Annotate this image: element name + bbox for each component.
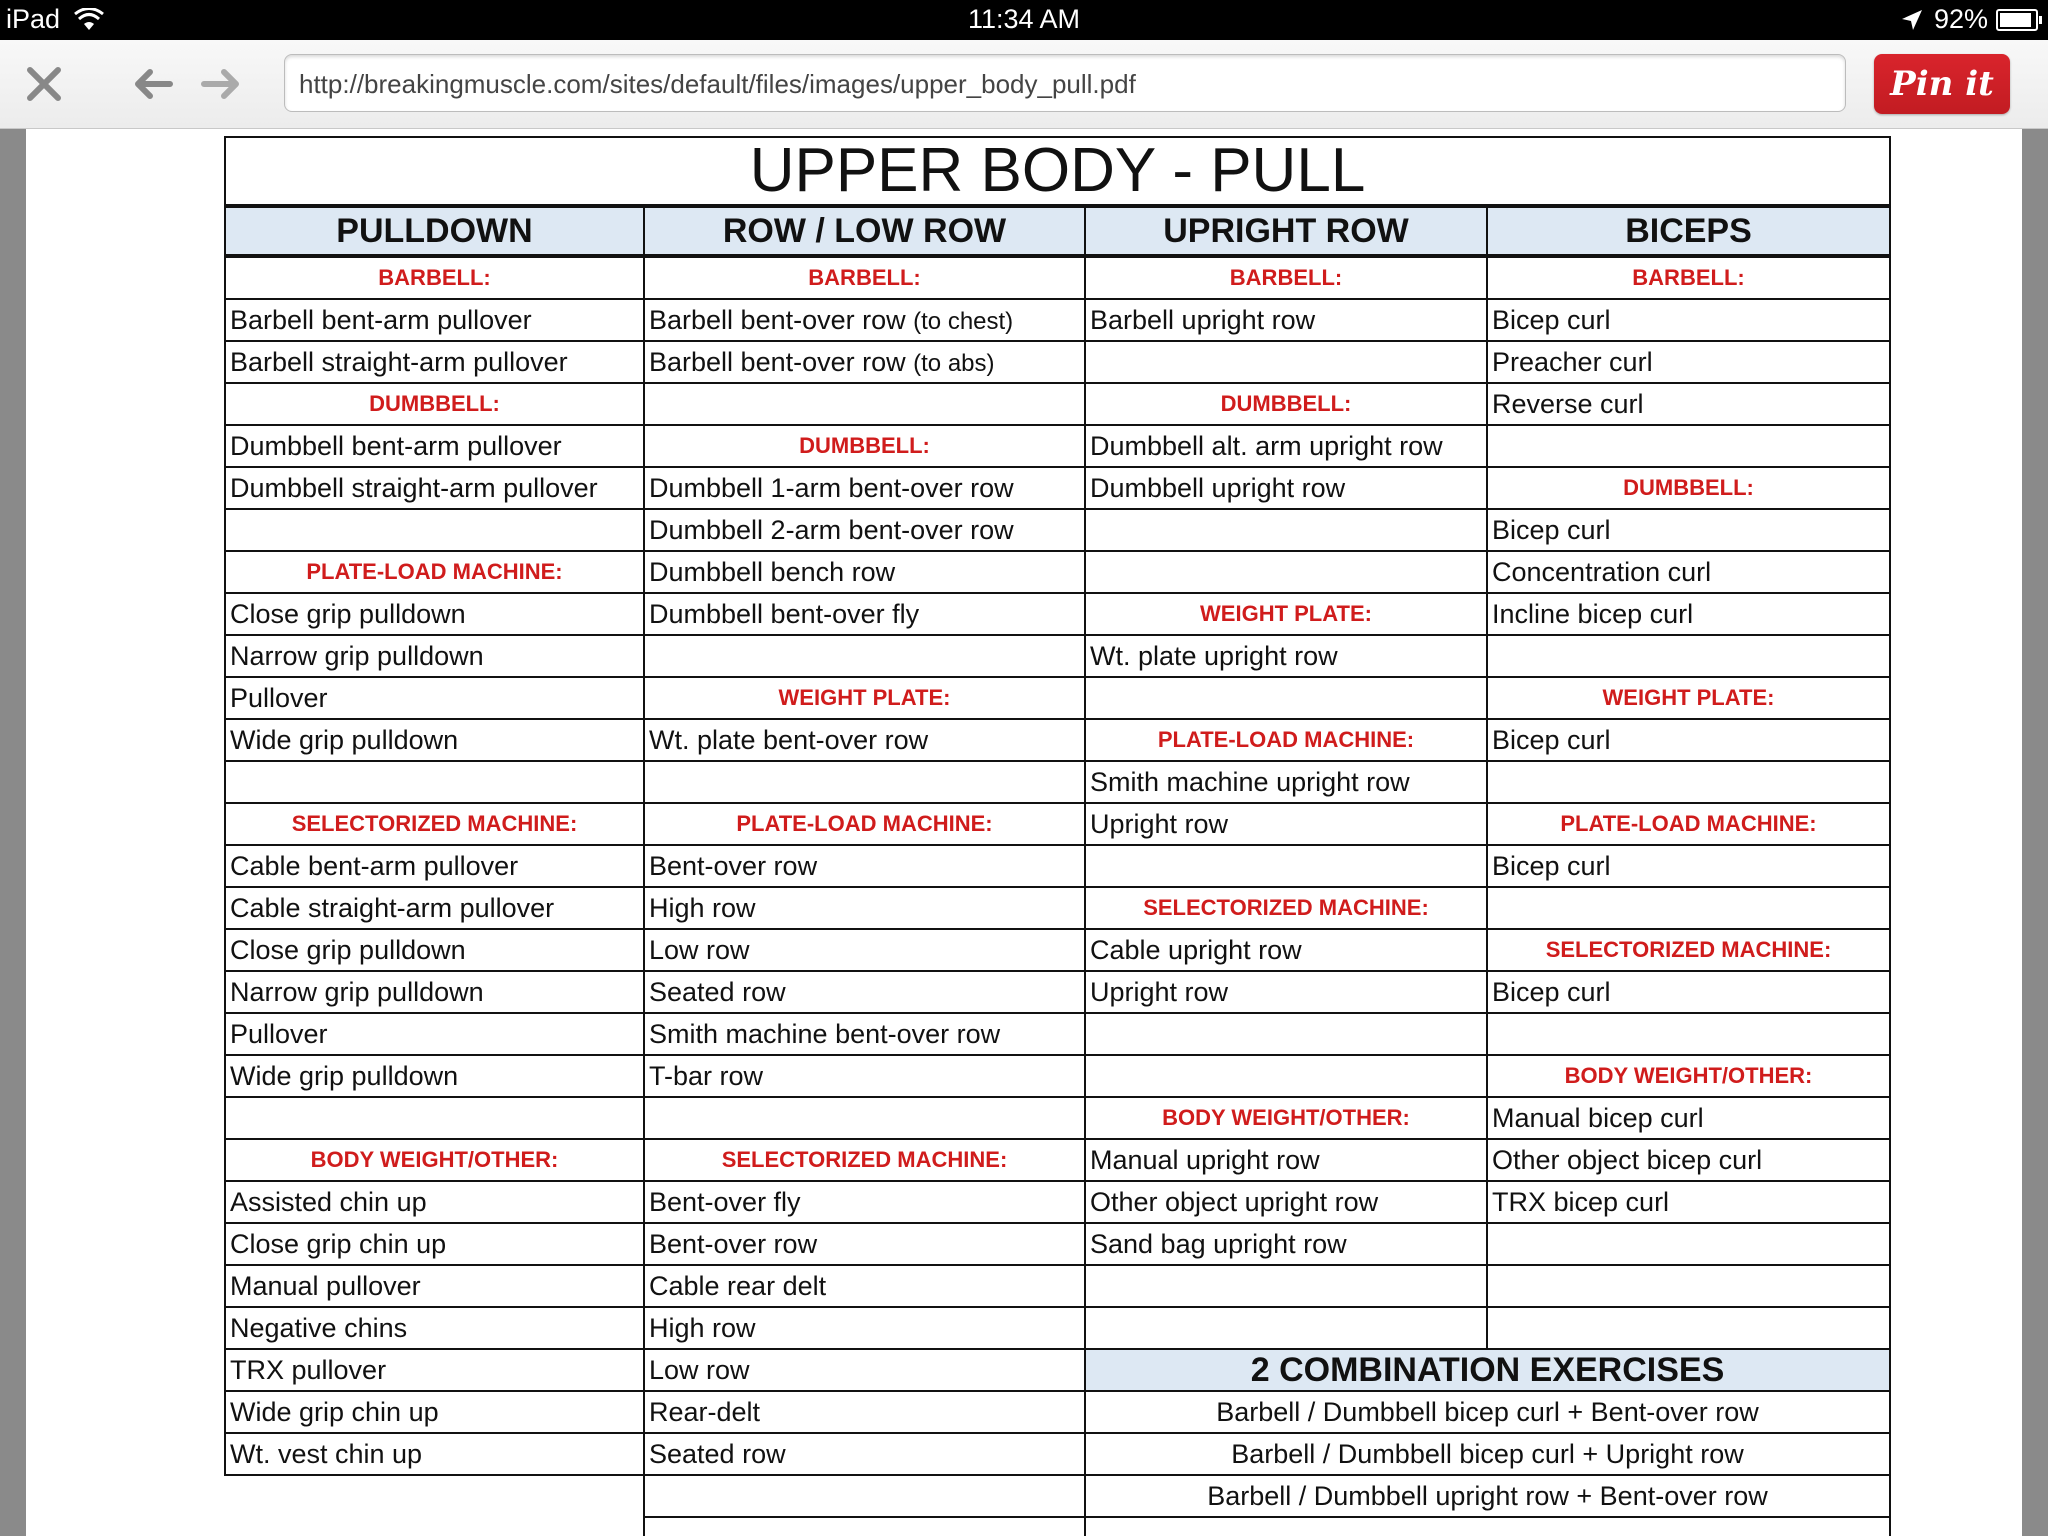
table-row [225,425,1890,467]
exercise-cell [644,1307,1085,1349]
exercise-name: Seated row [649,976,786,1007]
exercise-cell [644,761,1085,803]
exercise-cell [225,1097,644,1139]
exercise-cell [1085,1139,1487,1181]
exercise-cell [1487,635,1890,677]
exercise-name: Dumbbell 2-arm bent-over row [649,514,1014,545]
exercise-cell [1487,971,1890,1013]
category-label: PLATE-LOAD MACHINE: [644,803,1085,845]
exercise-cell [1085,1223,1487,1265]
exercise-cell [1487,509,1890,551]
exercise-note: (to chest) [913,307,1014,335]
exercise-name: High row [649,1312,756,1343]
close-icon [20,60,68,108]
exercise-cell [1085,425,1487,467]
exercise-note: (to abs) [913,349,995,377]
table-row [225,635,1890,677]
exercise-table [224,136,1891,1536]
url-bar[interactable] [284,54,1846,112]
exercise-cell [225,425,644,467]
exercise-name: Narrow grip pulldown [230,640,484,671]
exercise-cell [225,593,644,635]
exercise-cell [644,467,1085,509]
combination-exercise: Barbell / Dumbbell bicep curl + Bent-over row [1085,1391,1890,1433]
category-label: SELECTORIZED MACHINE: [644,1139,1085,1181]
exercise-name: Bent-over fly [649,1186,801,1217]
exercise-name: Other object upright row [1090,1186,1379,1217]
table-row [225,1349,1890,1391]
exercise-name: Barbell bent-arm pullover [230,304,532,335]
exercise-cell [644,551,1085,593]
exercise-cell [644,1475,1085,1517]
exercise-name: Dumbbell 1-arm bent-over row [649,472,1014,503]
close-button[interactable] [20,60,68,108]
exercise-name: Upright row [1090,976,1229,1007]
exercise-cell [1085,677,1487,719]
category-label: DUMBBELL: [644,425,1085,467]
status-time: 11:34 AM [967,4,1081,34]
pin-it-label: Pin it [1890,64,1994,104]
location-arrow-icon [1900,8,1924,32]
exercise-name: Upright row [1090,808,1229,839]
status-right [1900,4,2038,35]
table-row [225,1055,1890,1097]
column-header-row: ROW / LOW ROW [644,206,1085,256]
exercise-name: Manual pullover [230,1270,421,1301]
exercise-name: Pullover [230,1018,328,1049]
exercise-name: Bicep curl [1492,976,1611,1007]
table-row [225,593,1890,635]
exercise-name: Sand bag upright row [1090,1228,1347,1259]
table-row [225,929,1890,971]
exercise-cell [1085,803,1487,845]
exercise-name: Close grip pulldown [230,598,466,629]
url-input[interactable] [297,61,1831,107]
exercise-name: Bicep curl [1492,724,1611,755]
exercise-name: Cable upright row [1090,934,1302,965]
table-row [225,509,1890,551]
exercise-cell [225,1181,644,1223]
exercise-cell [1085,1307,1487,1349]
exercise-cell [1085,1013,1487,1055]
exercise-cell [644,1097,1085,1139]
category-label: DUMBBELL: [1085,383,1487,425]
table-row [225,299,1890,341]
exercise-cell [644,1265,1085,1307]
table-row [225,1265,1890,1307]
exercise-name: Close grip chin up [230,1228,447,1259]
exercise-cell [1487,887,1890,929]
exercise-cell [644,509,1085,551]
table-row [225,971,1890,1013]
category-label: BODY WEIGHT/OTHER: [1487,1055,1890,1097]
exercise-cell [225,1307,644,1349]
exercise-name: Barbell upright row [1090,304,1316,335]
exercise-cell [1487,341,1890,383]
exercise-cell [1085,761,1487,803]
category-label: PLATE-LOAD MACHINE: [225,551,644,593]
exercise-name: Barbell bent-over row [649,346,906,377]
table-row [225,467,1890,509]
exercise-cell [225,1013,644,1055]
exercise-name: Dumbbell alt. arm upright row [1090,430,1443,461]
exercise-cell [225,971,644,1013]
exercise-name: Assisted chin up [230,1186,427,1217]
exercise-cell [225,1223,644,1265]
exercise-cell [1487,845,1890,887]
column-header-biceps: BICEPS [1487,206,1890,256]
exercise-cell: Low row [644,1349,1085,1391]
exercise-cell [1487,1223,1890,1265]
combination-exercise: Barbell / Dumbbell bicep curl + Upright row [1085,1433,1890,1475]
exercise-cell [1487,1181,1890,1223]
exercise-name: Dumbbell bench row [649,556,896,587]
exercise-cell [1085,551,1487,593]
exercise-name: Smith machine upright row [1090,766,1410,797]
exercise-name: Reverse curl [1492,388,1644,419]
exercise-cell [1085,509,1487,551]
exercise-cell [644,593,1085,635]
exercise-name: Close grip pulldown [230,934,466,965]
exercise-cell [1085,341,1487,383]
pin-it-button[interactable] [1874,54,2010,114]
exercise-cell [644,929,1085,971]
exercise-cell [1085,635,1487,677]
exercise-name: Cable straight-arm pullover [230,892,555,923]
exercise-cell [225,677,644,719]
exercise-cell [644,719,1085,761]
arrow-right-icon [198,60,246,108]
exercise-cell [644,1013,1085,1055]
exercise-cell [225,845,644,887]
exercise-cell [225,929,644,971]
combination-header: 2 COMBINATION EXERCISES [1085,1349,1890,1391]
table-row [225,551,1890,593]
back-button[interactable] [128,60,176,108]
exercise-cell: TRX pullover [225,1349,644,1391]
exercise-name: Dumbbell bent-over fly [649,598,920,629]
exercise-name: Manual upright row [1090,1144,1320,1175]
category-label: PLATE-LOAD MACHINE: [1487,803,1890,845]
exercise-name: TRX bicep curl [1492,1186,1670,1217]
exercise-cell [1487,425,1890,467]
category-label: SELECTORIZED MACHINE: [225,803,644,845]
table-row [225,341,1890,383]
exercise-cell [1487,761,1890,803]
title-row [225,137,1890,206]
exercise-name: Manual bicep curl [1492,1102,1704,1133]
exercise-cell [1085,299,1487,341]
category-label: SELECTORIZED MACHINE: [1085,887,1487,929]
table-row [225,1307,1890,1349]
table-row [225,1475,1890,1517]
exercise-name: Dumbbell straight-arm pullover [230,472,598,503]
exercise-cell [1487,719,1890,761]
table-row [225,383,1890,425]
exercise-cell [225,635,644,677]
exercise-cell [1085,929,1487,971]
exercise-name: High row [649,892,756,923]
category-label: PLATE-LOAD MACHINE: [1085,719,1487,761]
exercise-cell [644,383,1085,425]
exercise-name: Wide grip pulldown [230,724,459,755]
exercise-cell [1085,1265,1487,1307]
exercise-name: Bent-over row [649,1228,818,1259]
exercise-cell [225,1475,644,1517]
table-row [225,1097,1890,1139]
exercise-cell [225,299,644,341]
exercise-name: Wt. plate upright row [1090,640,1338,671]
table-row [225,761,1890,803]
exercise-cell [644,971,1085,1013]
column-header-upright-row: UPRIGHT ROW [1085,206,1487,256]
exercise-name: Bicep curl [1492,850,1611,881]
device-name: iPad [6,4,61,34]
table-row [225,1139,1890,1181]
exercise-cell [1487,593,1890,635]
category-label: BODY WEIGHT/OTHER: [1085,1097,1487,1139]
exercise-name: Incline bicep curl [1492,598,1694,629]
header-row [225,206,1890,256]
exercise-cell [225,467,644,509]
exercise-cell: Wt. vest chin up [225,1433,644,1475]
exercise-cell: Seated row [644,1433,1085,1475]
combination-exercise [1085,1517,1890,1536]
exercise-cell [644,1181,1085,1223]
forward-button[interactable] [198,60,246,108]
exercise-cell [1487,299,1890,341]
battery-icon [1996,9,2038,31]
status-bar [0,0,2048,40]
exercise-cell [644,1517,1085,1536]
exercise-cell [225,1517,644,1536]
battery-percent: 92% [1933,4,1988,34]
exercise-cell [225,887,644,929]
exercise-name: Concentration curl [1492,556,1712,587]
exercise-cell [225,341,644,383]
table-row [225,1433,1890,1475]
table-row [225,1013,1890,1055]
exercise-cell [1487,1013,1890,1055]
table-row [225,1391,1890,1433]
combination-exercise: Barbell / Dumbbell upright row + Bent-over row [1085,1475,1890,1517]
table-row [225,1223,1890,1265]
exercise-cell [225,509,644,551]
exercise-cell [1085,467,1487,509]
exercise-cell [225,761,644,803]
table-row [225,887,1890,929]
category-label: WEIGHT PLATE: [644,677,1085,719]
exercise-cell [1487,1307,1890,1349]
category-label: BODY WEIGHT/OTHER: [225,1139,644,1181]
exercise-cell [225,1055,644,1097]
exercise-name: Bicep curl [1492,514,1611,545]
exercise-cell [644,1055,1085,1097]
exercise-cell [644,635,1085,677]
pdf-page [26,129,2022,1536]
exercise-name: Narrow grip pulldown [230,976,484,1007]
exercise-cell [644,1223,1085,1265]
category-label: WEIGHT PLATE: [1085,593,1487,635]
exercise-name: Bent-over row [649,850,818,881]
category-label: BARBELL: [1487,256,1890,299]
table-row [225,1517,1890,1536]
page-title: UPPER BODY - PULL [225,137,1890,206]
exercise-name: Smith machine bent-over row [649,1018,1001,1049]
table-row [225,256,1890,299]
exercise-cell [644,887,1085,929]
exercise-name: Barbell straight-arm pullover [230,346,568,377]
table-row [225,677,1890,719]
exercise-name: T-bar row [649,1060,764,1091]
exercise-cell: Rear-delt [644,1391,1085,1433]
category-label: BARBELL: [225,256,644,299]
table-row [225,1181,1890,1223]
exercise-name: Other object bicep curl [1492,1144,1763,1175]
exercise-cell [1085,1055,1487,1097]
category-label: BARBELL: [644,256,1085,299]
pdf-viewer[interactable] [0,129,2048,1536]
category-label: BARBELL: [1085,256,1487,299]
arrow-left-icon [128,60,176,108]
exercise-cell [644,341,1085,383]
table-row [225,719,1890,761]
table-row [225,845,1890,887]
exercise-cell [1085,845,1487,887]
exercise-name: Cable rear delt [649,1270,827,1301]
exercise-cell [644,299,1085,341]
exercise-name: Negative chins [230,1312,408,1343]
column-header-pulldown: PULLDOWN [225,206,644,256]
exercise-name: Dumbbell upright row [1090,472,1346,503]
exercise-cell [1487,1097,1890,1139]
category-label: SELECTORIZED MACHINE: [1487,929,1890,971]
exercise-name: Barbell bent-over row [649,304,906,335]
exercise-cell [1487,1139,1890,1181]
browser-toolbar [0,40,2048,129]
exercise-name: Wide grip pulldown [230,1060,459,1091]
exercise-cell [1487,551,1890,593]
exercise-cell [1487,1265,1890,1307]
category-label: DUMBBELL: [1487,467,1890,509]
exercise-cell [225,719,644,761]
exercise-cell [225,1265,644,1307]
exercise-cell [1487,383,1890,425]
exercise-name: Dumbbell bent-arm pullover [230,430,562,461]
exercise-cell [1085,971,1487,1013]
table-row [225,803,1890,845]
exercise-cell [644,845,1085,887]
exercise-name: Low row [649,934,750,965]
category-label: DUMBBELL: [225,383,644,425]
exercise-name: Wt. plate bent-over row [649,724,929,755]
exercise-name: Preacher curl [1492,346,1653,377]
category-label: WEIGHT PLATE: [1487,677,1890,719]
exercise-name: Cable bent-arm pullover [230,850,519,881]
exercise-cell: Wide grip chin up [225,1391,644,1433]
exercise-cell [1085,1181,1487,1223]
exercise-name: Bicep curl [1492,304,1611,335]
exercise-name: Pullover [230,682,328,713]
